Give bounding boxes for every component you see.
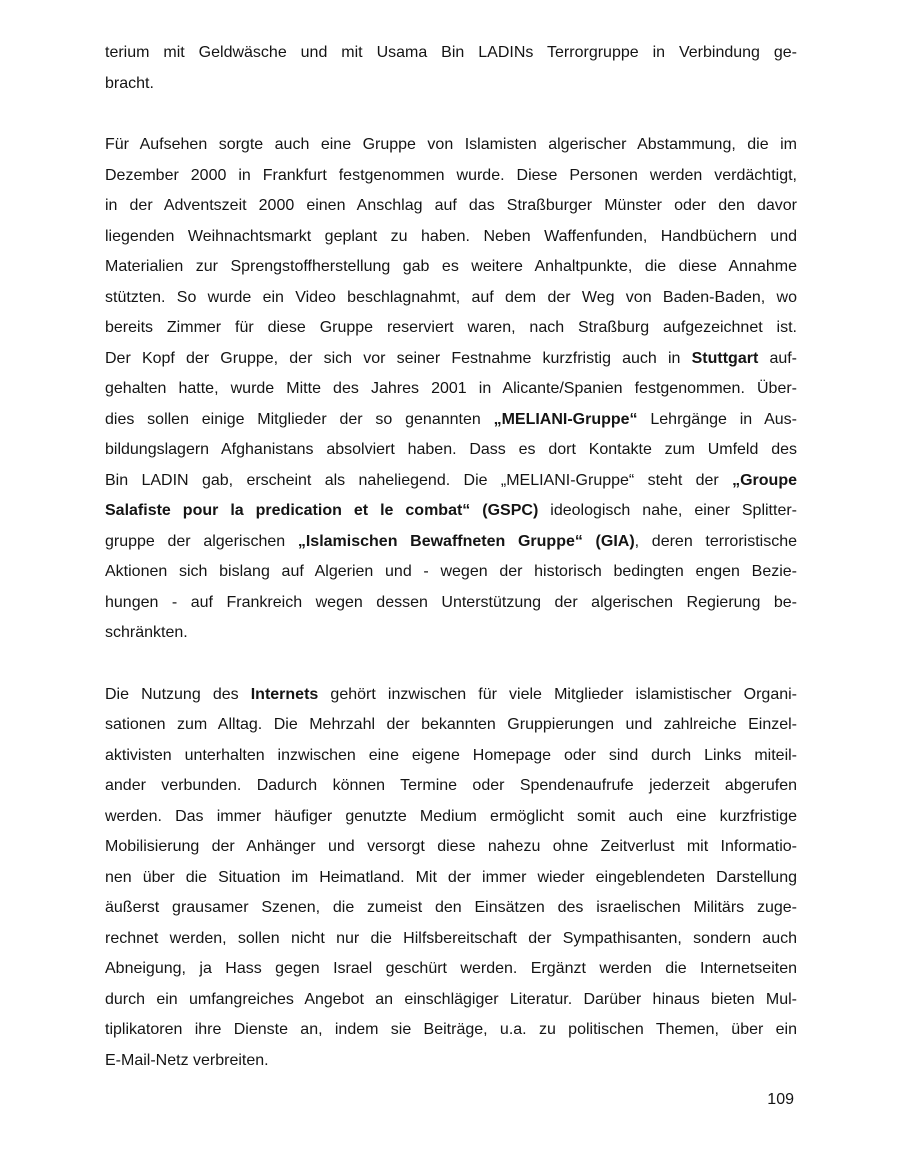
text-line [105, 557, 797, 588]
text-run: Bin LADIN gab, erscheint als naheliegend. Die „MELIANI-Gruppe“ steht der [105, 471, 733, 489]
text-run: Abneigung, ja Hass gegen Israel geschürt werden. Ergänzt werden die Internetseiten [105, 960, 797, 977]
text-run: terium mit Geldwäsche und mit Usama Bin LADINs Terrorgruppe in Verbindung ge- [105, 44, 797, 61]
text-run: gehört inzwischen für viele Mitglieder islamistischer Organi- [318, 685, 798, 703]
text-line [105, 130, 797, 161]
text-run: bracht. [105, 74, 154, 92]
text-line [105, 252, 797, 283]
text-run: Für Aufsehen sorgte auch eine Gruppe von Islamisten algerischer Abstammung, die im [105, 136, 797, 153]
text-run: Lehrgänge in Aus- [637, 410, 797, 428]
text-line [105, 832, 797, 863]
text-line [105, 802, 797, 833]
text-line [105, 435, 797, 466]
text-run: sationen zum Alltag. Die Mehrzahl der bekannten Gruppierungen und zahlreiche Einzel- [105, 716, 797, 733]
bold-text: „Islamischen Bewaffneten Gruppe“ (GIA) [297, 532, 635, 550]
text-run: , deren terroristische [634, 532, 798, 550]
paragraph [105, 38, 797, 99]
text-line [105, 1046, 797, 1077]
page-number: 109 [767, 1091, 794, 1108]
text-line [105, 466, 797, 497]
text-line [105, 222, 797, 253]
text-run: rechnet werden, sollen nicht nur die Hilfsbereitschaft der Sympathisanten, sondern auch [105, 929, 797, 947]
text-run: äußerst grausamer Szenen, die zumeist den Einsätzen des israelischen Militärs zuge- [105, 899, 797, 916]
text-line [105, 954, 797, 985]
text-line [105, 863, 797, 894]
text-run: aktivisten unterhalten inzwischen eine eigene Homepage oder sind durch Links miteil- [105, 746, 797, 764]
text-run: Mobilisierung der Anhänger und versorgt diese nahezu ohne Zeitverlust mit Informatio- [105, 838, 797, 855]
text-run: schränkten. [105, 624, 188, 641]
text-line [105, 680, 797, 711]
text-line [105, 710, 797, 741]
text-line [105, 618, 797, 649]
text-run: ander verbunden. Dadurch können Termine oder Spendenaufrufe jederzeit abgerufen [105, 777, 797, 794]
text-run: Materialien zur Sprengstoffherstellung gab es weitere Anhaltpunkte, die diese Annahme [105, 258, 797, 275]
text-run: liegenden Weihnachtsmarkt geplant zu haben. Neben Waffenfunden, Handbüchern und [105, 227, 797, 245]
text-run: in der Adventszeit 2000 einen Anschlag auf das Straßburger Münster oder den davor [105, 197, 797, 214]
bold-text: Salafiste pour la predication et le combat“ (GSPC) [105, 502, 539, 519]
text-line [105, 69, 797, 100]
bold-text: „Groupe [732, 471, 797, 489]
text-run: stützten. So wurde ein Video beschlagnahmt, auf dem der Weg von Baden-Baden, wo [105, 288, 797, 306]
text-run: tiplikatoren ihre Dienste an, indem sie Beiträge, u.a. zu politischen Themen, über ein [105, 1021, 797, 1038]
text-run: ideologisch nahe, einer Splitter- [538, 502, 798, 519]
text-run: dies sollen einige Mitglieder der so genannten [105, 410, 494, 428]
text-run: E-Mail-Netz verbreiten. [105, 1051, 269, 1069]
text-run: auf- [758, 349, 798, 367]
text-line [105, 405, 797, 436]
text-line [105, 374, 797, 405]
text-run: bildungslagern Afghanistans absolviert haben. Dass es dort Kontakte zum Umfeld des [105, 441, 797, 458]
text-line [105, 344, 797, 375]
text-line [105, 985, 797, 1016]
text-run: nen über die Situation im Heimatland. Mit der immer wieder eingeblendeten Darstellung [105, 868, 797, 886]
text-line [105, 1015, 797, 1046]
text-line [105, 588, 797, 619]
text-run: gruppe der algerischen [105, 532, 298, 550]
text-line [105, 313, 797, 344]
bold-text: Internets [250, 685, 319, 703]
text-line [105, 283, 797, 314]
text-run: bereits Zimmer für diese Gruppe reserviert waren, nach Straßburg aufgezeichnet ist. [105, 319, 797, 336]
text-line [105, 527, 797, 558]
text-run: Die Nutzung des [105, 685, 251, 703]
bold-text: „MELIANI-Gruppe“ [493, 410, 638, 428]
text-line [105, 924, 797, 955]
text-line [105, 161, 797, 192]
text-line [105, 496, 797, 527]
text-run: werden. Das immer häufiger genutzte Medium ermöglicht somit auch eine kurzfristige [105, 807, 797, 825]
text-run: Aktionen sich bislang auf Algerien und - wegen der historisch bedingten engen Bezie- [105, 563, 797, 580]
text-run: hungen - auf Frankreich wegen dessen Unterstützung der algerischen Regierung be- [105, 593, 797, 611]
paragraph [105, 130, 797, 649]
paragraph [105, 680, 797, 1077]
body-text [105, 38, 797, 1107]
text-run: gehalten hatte, wurde Mitte des Jahres 2001 in Alicante/Spanien festgenommen. Über- [105, 380, 797, 397]
text-line [105, 893, 797, 924]
bold-text: Stuttgart [691, 349, 759, 367]
text-line [105, 771, 797, 802]
text-run: durch ein umfangreiches Angebot an einschlägiger Literatur. Darüber hinaus bieten Mul- [105, 990, 797, 1008]
text-run: Dezember 2000 in Frankfurt festgenommen wurde. Diese Personen werden verdächtigt, [105, 166, 797, 184]
text-line [105, 38, 797, 69]
text-run: Der Kopf der Gruppe, der sich vor seiner Festnahme kurzfristig auch in [105, 349, 692, 367]
text-line [105, 191, 797, 222]
text-line [105, 741, 797, 772]
